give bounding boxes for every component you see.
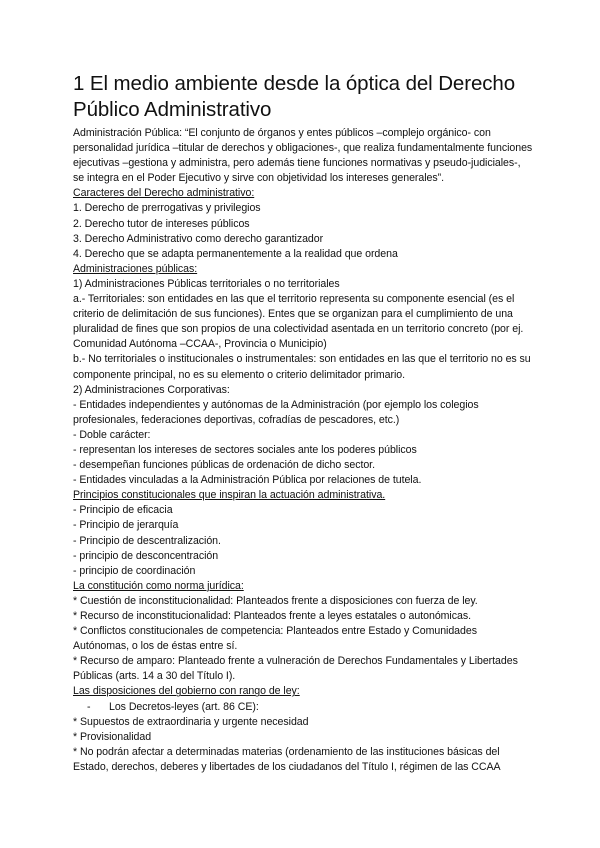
caracteres-item: 1. Derecho de prerrogativas y privilegios xyxy=(73,202,261,215)
principios-item: - Principio de eficacia xyxy=(73,504,173,517)
administraciones-line: a.- Territoriales: son entidades en las que el territorio representa su componente esencial (es el criterio de delimitación de sus funciones). Entes que se organizan para el cumplimiento de una pluralidad de fines que son propios de una colectividad asentada en un territorio concreto (por ej. Comunidad Autónoma –CCAA-, Provincia o Municipio) xyxy=(73,293,524,351)
administraciones-line: 1) Administraciones Públicas territoriales o no territoriales xyxy=(73,277,340,290)
constitucion-heading: La constitución como norma jurídica: xyxy=(73,579,244,592)
administraciones-line: - representan los intereses de sectores sociales ante los poderes públicos xyxy=(73,443,417,456)
administraciones-line: - Doble carácter: xyxy=(73,428,151,441)
page-title: 1 El medio ambiente desde la óptica del Derecho Público Administrativo xyxy=(73,72,516,121)
principios-item: - principio de desconcentración xyxy=(73,549,219,562)
intro-paragraph: Administración Pública: “El conjunto de órganos y entes públicos –complejo orgánico- con personalidad jurídica –titular de derechos y obligaciones-, que realiza fundamentalmente funciones ejecutivas –gestiona y administra, pero además tiene funciones normativas y pseudo-judiciales-, se integra en el Poder Ejecutivo y sirve con objetividad los intereses generales”. xyxy=(73,127,533,185)
principios-item: - principio de coordinación xyxy=(73,564,196,577)
disposiciones-item: * Supuestos de extraordinaria y urgente necesidad xyxy=(73,715,309,728)
administraciones-heading: Administraciones públicas: xyxy=(73,262,198,275)
decree-line xyxy=(73,700,533,715)
principios-item: - Principio de descentralización. xyxy=(73,534,221,547)
administraciones-line: 2) Administraciones Corporativas: xyxy=(73,383,230,396)
caracteres-item: 3. Derecho Administrativo como derecho garantizador xyxy=(73,232,324,245)
constitucion-item: * Recurso de amparo: Planteado frente a vulneración de Derechos Fundamentales y Libertades Públicas (arts. 14 a 30 del Título I). xyxy=(73,655,518,683)
administraciones-line: b.- No territoriales o institucionales o instrumentales: son entidades en las que el territorio no es su componente principal, no es su elemento o criterio delimitador primario. xyxy=(73,353,531,381)
document-page xyxy=(73,71,533,775)
principios-heading: Principios constitucionales que inspiran la actuación administrativa. xyxy=(73,489,386,502)
dash-bullet: - xyxy=(87,700,91,713)
constitucion-item: * Cuestión de inconstitucionalidad: Planteados frente a disposiciones con fuerza de ley. xyxy=(73,594,478,607)
caracteres-item: 2. Derecho tutor de intereses públicos xyxy=(73,217,250,230)
disposiciones-heading: Las disposiciones del gobierno con rango de ley: xyxy=(73,685,300,698)
caracteres-item: 4. Derecho que se adapta permanentemente a la realidad que ordena xyxy=(73,247,398,260)
caracteres-heading: Caracteres del Derecho administrativo: xyxy=(73,187,255,200)
administraciones-line: - Entidades independientes y autónomas de la Administración (por ejemplo los colegios profesionales, federaciones deportivas, cofradías de pescadores, etc.) xyxy=(73,398,479,426)
constitucion-item: * Conflictos constitucionales de competencia: Planteados entre Estado y Comunidades Autónomas, o los de éstas entre sí. xyxy=(73,625,477,653)
decree-text: Los Decretos-leyes (art. 86 CE): xyxy=(109,700,259,713)
administraciones-line: - Entidades vinculadas a la Administración Pública por relaciones de tutela. xyxy=(73,474,422,487)
disposiciones-item: * No podrán afectar a determinadas materias (ordenamiento de las instituciones básicas del Estado, derechos, deberes y libertades de los ciudadanos del Título I, régimen de las CCAA xyxy=(73,745,501,773)
disposiciones-item: * Provisionalidad xyxy=(73,730,152,743)
document-body xyxy=(73,126,533,775)
principios-item: - Principio de jerarquía xyxy=(73,519,179,532)
administraciones-line: - desempeñan funciones públicas de ordenación de dicho sector. xyxy=(73,459,375,472)
constitucion-item: * Recurso de inconstitucionalidad: Planteados frente a leyes estatales o autonómicas. xyxy=(73,610,471,622)
